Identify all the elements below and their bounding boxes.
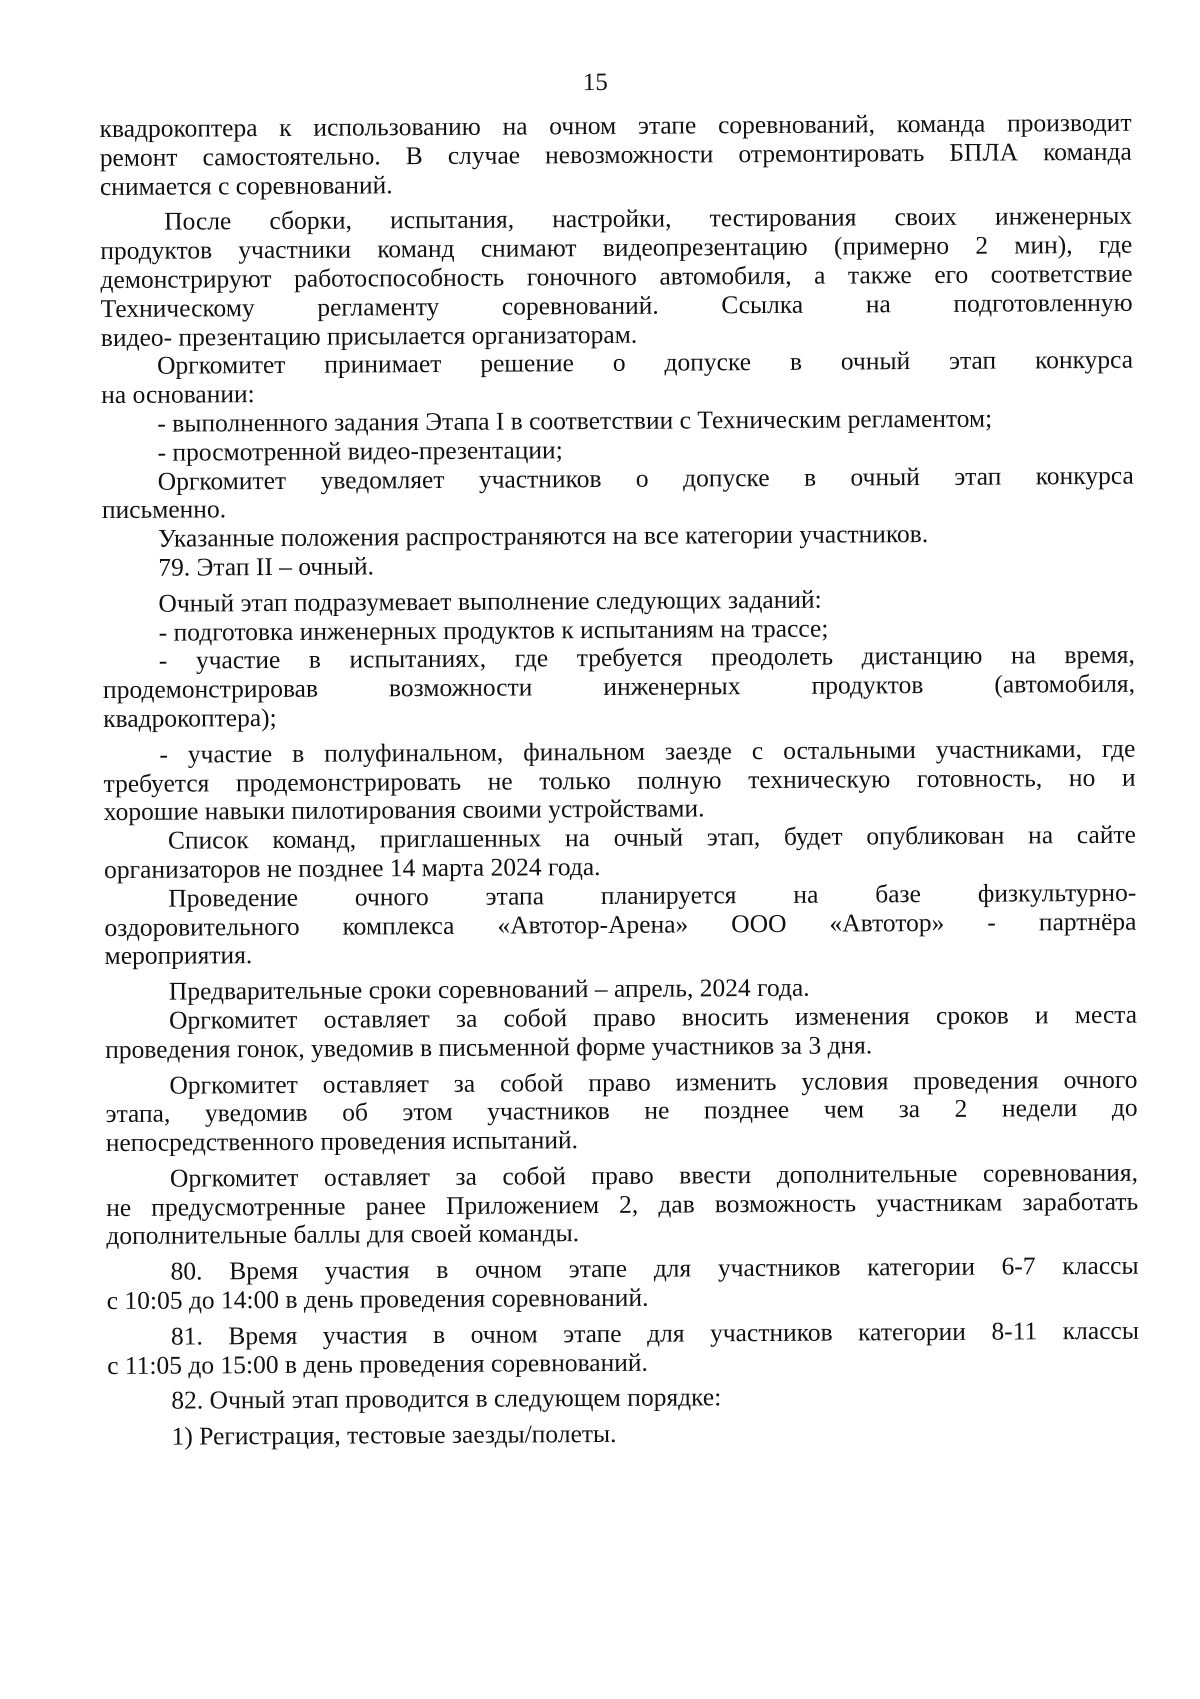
paragraph: 82. Очный этап проводится в следующем порядке:	[171, 1382, 722, 1416]
text-line: ремонт самостоятельно. В случае невозможности отремонтировать БПЛА команда	[99, 136, 1132, 172]
list-item: 1) Регистрация, тестовые заезды/полеты.	[171, 1419, 617, 1451]
paragraph	[100, 202, 1133, 352]
text-line: видео- презентацию присылается организаторам.	[100, 319, 638, 352]
text-line: Оргкомитет принимает решение о допуске в очный этап конкурса	[156, 345, 1134, 381]
text-line: Техническому регламенту соревнований. Ссылка на подготовленную	[100, 287, 1133, 323]
list-item: - подготовка инженерных продуктов к испытаниям на трассе;	[158, 613, 829, 647]
paragraph: Предварительные сроки соревнований – апрель, 2024 года.	[168, 972, 810, 1006]
paragraph	[107, 1317, 1139, 1381]
text-line: - участие в полуфинальном, финальном заезде с остальными участниками, где	[159, 733, 1136, 769]
page-number: 15	[582, 68, 608, 97]
text-line: Список команд, приглашенных на очный этап, будет опубликован на сайте	[167, 819, 1137, 855]
text-line: 81. Время участия в очном этапе для участников категории 8-11 классы	[170, 1315, 1140, 1351]
paragraph	[100, 109, 1133, 202]
text-line: не предусмотренные ранее Приложением 2, дав возможность участникам заработать	[106, 1186, 1139, 1222]
paragraph	[102, 461, 1134, 525]
list-item: - выполненного задания Этапа I в соответствии с Техническим регламентом;	[157, 403, 993, 438]
text-line: дополнительные баллы для своей команды.	[106, 1218, 580, 1251]
text-line: демонстрируют работоспособность гоночного автомобиля, а также его соответствие	[100, 258, 1133, 295]
text-line: оздоровительного комплекса «Автотор-Арена» ООО «Автотор» - партнёра	[104, 906, 1137, 942]
paragraph	[106, 1159, 1139, 1252]
text-line: квадрокоптера);	[103, 702, 277, 733]
text-line: мероприятия.	[104, 940, 253, 971]
text-line: Оргкомитет оставляет за собой право вносить изменения сроков и места	[168, 999, 1138, 1035]
paragraph	[106, 1252, 1138, 1316]
paragraph	[105, 1065, 1138, 1158]
text-line: Оргкомитет оставляет за собой право ввести дополнительные соревнования,	[169, 1157, 1139, 1193]
text-line: снимается с соревнований.	[99, 169, 393, 201]
section-heading: 79. Этап II – очный.	[158, 551, 375, 582]
text-line: на основании:	[101, 379, 255, 410]
list-item	[103, 734, 1136, 827]
paragraph: Указанные положения распространяются на все категории участников.	[157, 519, 929, 553]
text-line: продемонстрировав возможности инженерных продуктов (автомобиля,	[102, 668, 1136, 705]
text-line: организаторов не позднее 14 марта 2024 года.	[104, 851, 601, 884]
text-line: этапа, уведомив об этом участников не позднее чем за 2 недели до	[105, 1093, 1138, 1129]
text-line: продуктов участники команд снимают видеопрезентацию (примерно 2 мин), где	[100, 229, 1133, 266]
paragraph	[104, 878, 1137, 971]
paragraph	[105, 1001, 1137, 1065]
document-body	[100, 109, 1140, 1452]
list-item: - просмотренной видео-презентации;	[157, 434, 563, 467]
text-line: Проведение очного этапа планируется на базе физкультурно-	[168, 877, 1137, 913]
text-line: с 10:05 до 14:00 в день проведения соревнований.	[106, 1282, 649, 1316]
text-line: квадрокоптера к использованию на очном этапе соревнований, команда производит	[99, 107, 1132, 144]
text-line: письменно.	[101, 494, 227, 525]
paragraph	[104, 821, 1136, 885]
text-line: требуется продемонстрировать не только полную техническую готовность, но и	[103, 762, 1136, 798]
text-line: 80. Время участия в очном этапе для участников категории 6-7 классы	[170, 1250, 1139, 1286]
paragraph	[101, 346, 1133, 410]
text-line: проведения гонок, уведомив в письменной форме участников за 3 дня.	[105, 1030, 873, 1064]
text-line: После сборки, испытания, настройки, тестирования своих инженерных	[164, 201, 1133, 237]
text-line: непосредственного проведения испытаний.	[105, 1125, 579, 1158]
text-line: Оргкомитет оставляет за собой право изменить условия проведения очного	[169, 1064, 1138, 1100]
text-line: хорошие навыки пилотирования своими устройствами.	[103, 793, 705, 827]
text-line: Оргкомитет уведомляет участников о допуске в очный этап конкурса	[157, 460, 1134, 496]
text-line: с 11:05 до 15:00 в день проведения соревнований.	[107, 1347, 648, 1380]
paragraph: Очный этап подразумевает выполнение следующих заданий:	[158, 584, 822, 618]
text-line: - участие в испытаниях, где требуется преодолеть дистанцию на время,	[158, 640, 1135, 676]
list-item	[103, 641, 1136, 734]
